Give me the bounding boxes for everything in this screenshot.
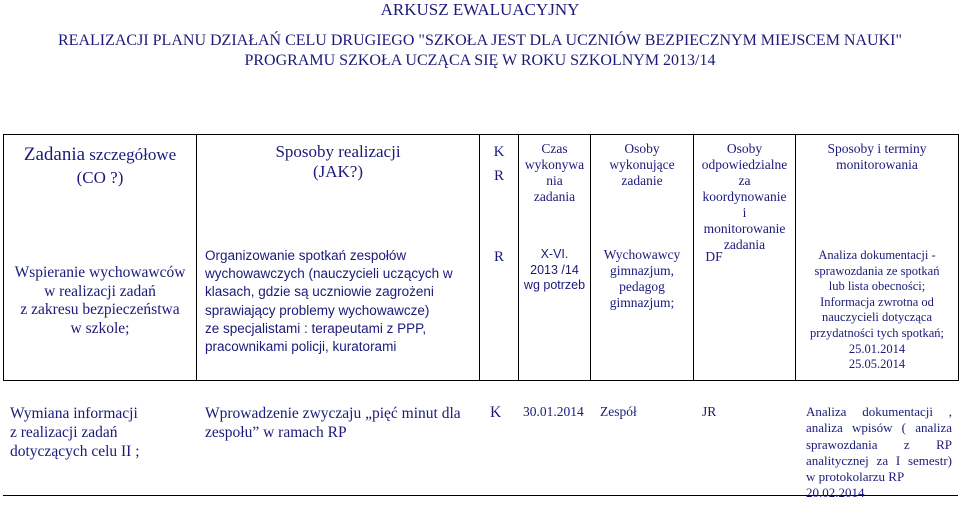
- sheet-subtitle-line2: PROGRAMU SZKOŁA UCZĄCA SIĘ W ROKU SZKOLNYM 2013/14: [244, 52, 716, 69]
- col-header-time-line: zadania: [533, 189, 576, 204]
- col-header-performers-line: zadanie: [621, 173, 663, 188]
- row1-monitoring-line: 25.01.2014: [848, 341, 906, 356]
- col-header-time-line: nia: [546, 173, 563, 188]
- row1-monitoring: [796, 248, 958, 373]
- row1-responsible: DF: [705, 249, 723, 264]
- col-header-methods: [197, 142, 479, 183]
- row1-time-line: wg potrzeb: [523, 278, 586, 292]
- row1-method-line: klasach, gdzie są uczniowie zagrożeni: [205, 284, 434, 300]
- row1-performers-line: gimnazjum,: [609, 263, 675, 278]
- row1-performers: [591, 247, 693, 311]
- row1-method-line: Organizowanie spotkań zespołów: [205, 248, 407, 263]
- row1-monitoring-line: sprawozdania ze spotkań: [814, 263, 940, 278]
- row1-method: [205, 247, 475, 356]
- col-header-monitoring-line: monitorowania: [836, 157, 918, 172]
- col-header-responsible-line: i: [742, 205, 747, 220]
- row2-monitoring-line: analitycznej za I semestr): [806, 452, 952, 468]
- col-header-r: R: [493, 168, 504, 184]
- col-header-performers-line: wykonujące: [609, 157, 675, 172]
- row2-kr: K: [490, 404, 502, 421]
- col-header-responsible: [694, 141, 795, 253]
- col-header-time-line: wykonywa: [524, 157, 585, 172]
- col-header-time-line: Czas: [541, 141, 568, 156]
- row1-task-line: w realizacji zadań: [44, 282, 156, 300]
- row1-monitoring-line: przydatności tych spotkań;: [810, 325, 944, 340]
- row2-task: [10, 404, 195, 461]
- row1-method-line: sprawiający problemy wychowawcze): [205, 302, 430, 318]
- row1-time: [519, 247, 590, 294]
- row1-method-line: pracownikami policji, kuratorami: [205, 339, 397, 355]
- col-header-responsible-line: monitorowanie: [703, 221, 786, 236]
- row1-time-line: 2013 /14: [530, 262, 579, 277]
- row2-performers: Zespół: [600, 404, 637, 419]
- col-header-tasks-rest: szczegółowe: [85, 145, 177, 164]
- row2-method: [205, 404, 480, 442]
- col-header-kr: [480, 140, 518, 188]
- row1-monitoring-line: lub lista obecności;: [828, 279, 926, 294]
- row1-task: [4, 264, 196, 338]
- row2-monitoring-line: 20.02.2014: [806, 485, 865, 501]
- row1-monitoring-line: Analiza dokumentacji -: [818, 248, 936, 262]
- sheet-subtitle-line1: REALIZACJI PLANU DZIAŁAŃ CELU DRUGIEGO "SZKOŁA JEST DLA UCZNIÓW BEZPIECZNYM MIEJSCEM NAUKI": [58, 32, 902, 49]
- col-header-methods-how: (JAK?): [312, 162, 364, 182]
- col-header-responsible-line: koordynowanie: [702, 189, 787, 204]
- row2-method-line: Wprowadzenie zwyczaju „pięć minut dla: [205, 405, 461, 422]
- row1-monitoring-line: nauczycieli dotycząca: [822, 310, 932, 325]
- row2-task-line: Wymiana informacji: [10, 405, 138, 422]
- row2-responsible: JR: [702, 404, 717, 419]
- row2-task-line: z realizacji zadań: [10, 424, 118, 441]
- col-header-tasks-what: (CO ?): [76, 167, 124, 187]
- col-header-performers-line: Osoby: [624, 141, 660, 156]
- row1-task-line: Wspieranie wychowawców: [14, 264, 186, 281]
- row2-monitoring-line: Analiza dokumentacji ,: [806, 404, 952, 419]
- sheet-title: ARKUSZ EWALUACYJNY: [380, 0, 580, 19]
- col-header-responsible-line: Osoby: [726, 141, 763, 156]
- row1-method-line: wychowawczych (nauczycieli uczących w: [205, 266, 453, 282]
- row1-method-line: ze specjalistami : terapeutami z PPP,: [205, 320, 427, 336]
- col-header-methods-label: Sposoby realizacji: [275, 142, 401, 161]
- row1-task-line: z zakresu bezpieczeństwa: [20, 301, 180, 318]
- row2-monitoring-line: analiza wpisów ( analiza: [806, 420, 952, 436]
- row2-monitoring-line: sprawozdania z RP: [806, 436, 952, 452]
- row1-performers-line: Wychowawcy: [603, 247, 681, 262]
- row2-monitoring: [806, 404, 952, 502]
- row2-method-line: zespołu” w ramach RP: [205, 424, 347, 441]
- col-header-tasks: [4, 144, 196, 190]
- row1-performers-line: pedagog: [619, 279, 665, 294]
- row1-performers-line: gimnazjum;: [609, 295, 675, 310]
- col-header-k: K: [493, 144, 505, 160]
- col-header-time: [519, 141, 590, 205]
- row2-monitoring-line: w protokolarzu RP: [806, 469, 905, 485]
- row1-time-line: X-VI.: [540, 247, 569, 261]
- col-header-monitoring: [796, 141, 958, 173]
- row1-task-line: w szkole;: [70, 319, 130, 337]
- col-header-tasks-strong: Zadania: [23, 144, 86, 165]
- row2-task-line: dotyczących celu II ;: [10, 443, 140, 460]
- col-header-responsible-line: odpowiedzialne: [701, 157, 788, 172]
- row1-monitoring-line: 25.05.2014: [848, 357, 906, 372]
- row2-time: 30.01.2014: [523, 404, 584, 419]
- col-header-monitoring-line: Sposoby i terminy: [827, 141, 927, 156]
- row1-kr: R: [493, 249, 504, 265]
- col-header-responsible-line: za: [738, 173, 751, 188]
- row1-monitoring-line: Informacja zwrotna od: [820, 294, 934, 309]
- col-header-responsible-line: zadania: [723, 237, 766, 252]
- col-header-performers: [591, 141, 693, 189]
